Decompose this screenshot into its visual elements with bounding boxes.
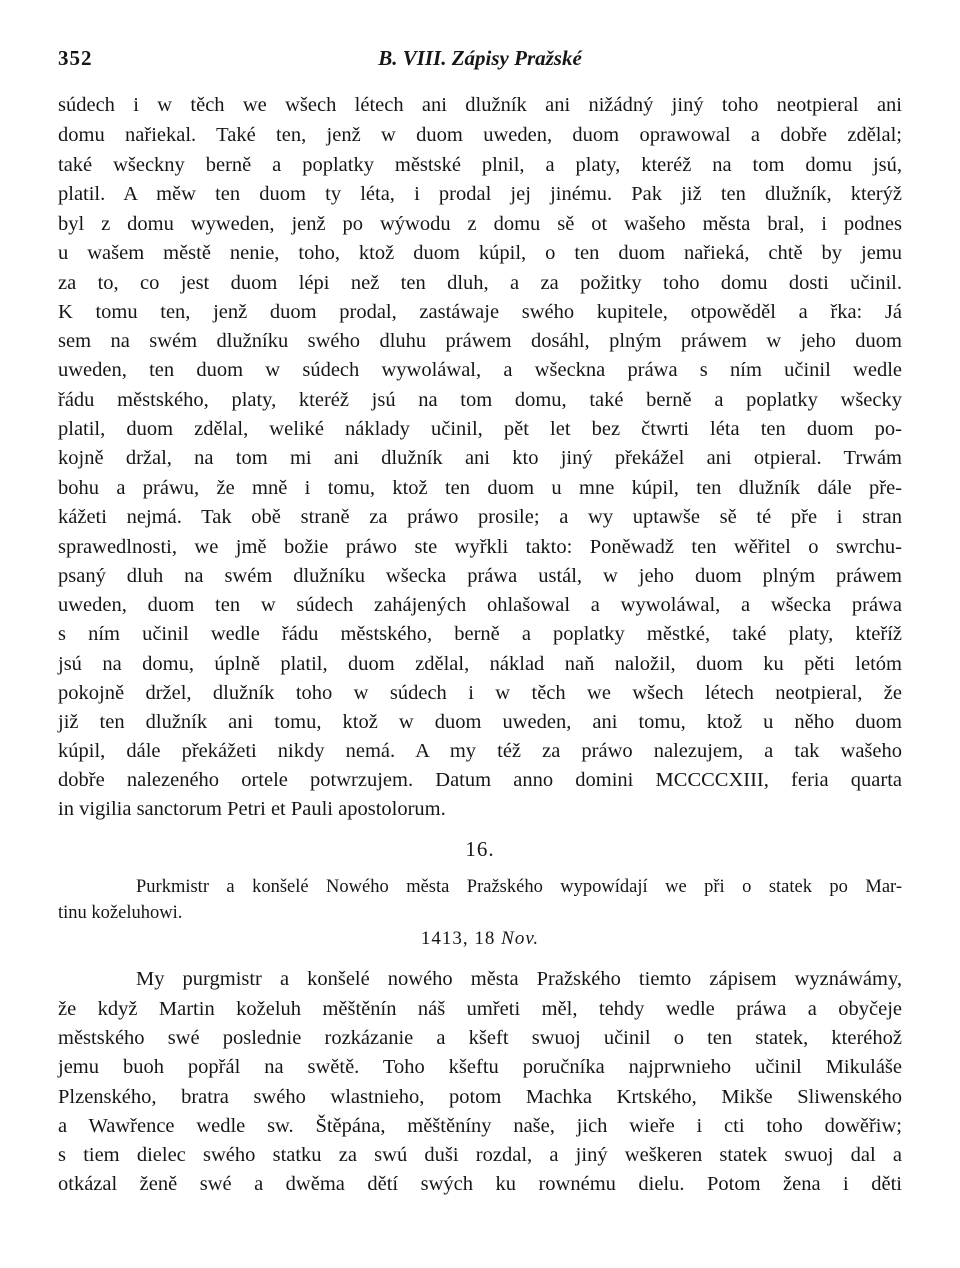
- text-line: s ním učinil wedle řádu městského, berně a poplatky městké, také platy, kteříž: [58, 623, 902, 645]
- page-header: [58, 46, 902, 76]
- text-line: jemu buoh popřál na swětě. Toho kšeftu poručníka najprwnieho učinil Mikuláše: [58, 1056, 902, 1078]
- text-line: platil. A měw ten duom ty léta, i prodal jej jinému. Pak již ten dlužník, kterýž: [58, 183, 902, 205]
- text-line: byl z domu wyweden, jenž po wýwodu z domu sě ot wašeho města bral, i podnes: [58, 213, 902, 235]
- text-line: uweden, ten duom w súdech wywoláwal, a wšeckna práwa s ním učinil wedle: [58, 359, 902, 381]
- text-line: že když Martin koželuh měštěnín náš umřeti měl, tehdy wedle práwa a obyčeje: [58, 998, 902, 1020]
- text-line: městského swé poslednie rozkázanie a kšeft swuoj učinil o ten statek, kteréhož: [58, 1027, 902, 1049]
- text-line: in vigilia sanctorum Petri et Pauli apostolorum.: [58, 798, 446, 820]
- document-date: [0, 928, 960, 950]
- text-line: domu nařiekal. Také ten, jenž w duom uweden, duom oprawowal a dobře zdělal;: [58, 124, 902, 146]
- text-line: již ten dlužník ani tomu, ktož w duom uweden, ani tomu, ktož u něho duom: [58, 711, 902, 733]
- text-line: súdech i w těch we wšech létech ani dlužník ani nižádný jiný toho neotpieral ani: [58, 94, 902, 116]
- regest-line: Purkmistr a konšelé Nowého města Pražského wypowídají we při o statek po Mar-: [136, 877, 902, 897]
- document-date-year-day: 1413, 18: [420, 928, 496, 949]
- text-line: a Wawřence wedle sw. Štěpána, měštěníny naše, jich wieře i cti toho dowěřiw;: [58, 1115, 902, 1137]
- text-line: otkázal ženě swé a dwěma dětí swých ku rownému dielu. Potom žena i děti: [58, 1173, 902, 1195]
- text-line: sprawedlnosti, we jmě božie práwo ste wyřkli takto: Poněwadž ten wěřitel o swrchu-: [58, 536, 902, 558]
- text-line: kojně držal, na tom mi ani dlužník ani kto jiný překážel ani otpieral. Trwám: [58, 447, 902, 469]
- text-line: psaný dluh na swém dlužníku wšecka práwa ustál, w jeho duom plným práwem: [58, 565, 902, 587]
- regest-line: tinu koželuhowi.: [58, 903, 183, 923]
- text-line: sem na swém dlužníku swého dluhu práwem dosáhl, plným práwem w jeho duom: [58, 330, 902, 352]
- document-number: 16.: [465, 837, 495, 861]
- text-line: pokojně držel, dlužník toho w súdech i w těch we wšech létech neotpieral, že: [58, 682, 902, 704]
- text-line: platil, duom zdělal, weliké náklady učinil, pět let bez čtwrti léta ten duom po-: [58, 418, 902, 440]
- text-line: řádu městského, platy, kteréž jsú na tom domu, také berně a poplatky wšecky: [58, 389, 902, 411]
- text-line: My purgmistr a konšelé nowého města Pražského tiemto zápisem wyznáwámy,: [136, 968, 902, 990]
- text-line: bohu a práwu, že mně i tomu, ktož ten duom u mne kúpil, ten dlužník dále pře-: [58, 477, 902, 499]
- text-line: K tomu ten, jenž duom prodal, zastáwaje swého kupitele, otpowěděl a řka: Já: [58, 301, 902, 323]
- running-title: B. VIII. Zápisy Pražské: [378, 46, 582, 70]
- page-number: 352: [58, 46, 93, 70]
- text-line: dobře nalezeného ortele potwrzujem. Datum anno domini MCCCCXIII, feria quarta: [58, 769, 902, 791]
- text-line: kážeti nejmá. Tak obě straně za práwo prosile; a wy uptawše sě té pře i stran: [58, 506, 902, 528]
- document-date-month: Nov.: [501, 928, 540, 949]
- text-line: jsú na domu, úplně platil, duom zdělal, náklad naň naložil, duom ku pěti letóm: [58, 653, 902, 675]
- text-line: s tiem dielec swého statku za swú duši rozdal, a jiný weškeren statek swuoj dal a: [58, 1144, 902, 1166]
- text-line: kúpil, dále překážeti nikdy nemá. A my též za práwo nalezujem, a tak wašeho: [58, 740, 902, 762]
- text-line: uweden, duom ten w súdech zahájených ohlašowal a wywoláwal, a wšecka práwa: [58, 594, 902, 616]
- text-line: také wšeckny berně a poplatky městské plnil, a platy, kteréž na tom domu jsú,: [58, 154, 902, 176]
- text-line: za to, co jest duom lépi než ten dluh, a za požitky toho domu dosti učinil.: [58, 272, 902, 294]
- text-line: Plzenského, bratra swého wlastnieho, potom Machka Krtského, Mikše Sliwenského: [58, 1086, 902, 1108]
- text-line: u wašem městě nenie, toho, ktož duom kúpil, o ten duom nařieká, chtě by jemu: [58, 242, 902, 264]
